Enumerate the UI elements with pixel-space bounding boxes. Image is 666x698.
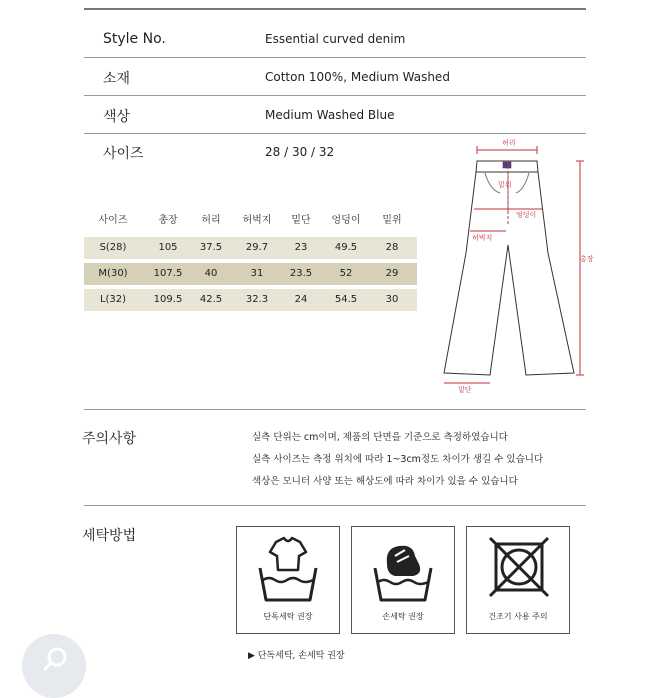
spec-value-style: Essential curved denim <box>265 32 406 46</box>
length-label: 총장 <box>580 255 594 263</box>
size-row-l <box>84 289 417 311</box>
spec-label-size: 사이즈 <box>103 146 144 162</box>
hip-label: 엉덩이 <box>516 211 537 219</box>
size-cell: 29 <box>385 268 399 279</box>
size-cell: 49.5 <box>334 242 358 253</box>
size-header: 허벅지 <box>242 215 272 226</box>
size-cell: 32.3 <box>245 294 269 305</box>
size-cell: 30 <box>385 294 399 305</box>
rise-label: 밑위 <box>498 181 512 189</box>
size-header: 허리 <box>201 215 221 226</box>
care-label: 건조기 사용 주의 <box>488 612 548 621</box>
size-cell: 52 <box>339 268 353 279</box>
size-header: 사이즈 <box>98 215 128 226</box>
size-cell: 23 <box>294 242 308 253</box>
machine-wash-icon <box>254 534 322 602</box>
spec-value-size: 28 / 30 / 32 <box>265 145 335 159</box>
pants-label-tag <box>503 162 511 168</box>
search-icon <box>42 646 70 674</box>
caution-line: 실측 단위는 cm이며, 제품의 단면을 기준으로 측정하였습니다 <box>252 432 508 443</box>
spec-divider <box>84 57 586 58</box>
size-cell: M(30) <box>98 268 128 279</box>
spec-value-color: Medium Washed Blue <box>265 108 395 122</box>
pants-measurement-diagram <box>430 135 600 395</box>
size-row-s <box>84 237 417 259</box>
hand-wash-icon <box>369 534 437 602</box>
top-divider <box>84 8 586 10</box>
size-cell: 37.5 <box>199 242 223 253</box>
size-cell: S(28) <box>99 242 127 253</box>
size-cell: 54.5 <box>334 294 358 305</box>
size-header: 밑단 <box>291 215 311 226</box>
size-cell: L(32) <box>99 294 127 305</box>
spec-divider <box>84 95 586 96</box>
pants-outline <box>444 172 574 375</box>
size-cell: 107.5 <box>153 268 183 279</box>
washing-note: ▶ 단독세탁, 손세탁 권장 <box>248 651 345 661</box>
care-label: 손세탁 권장 <box>382 612 424 621</box>
spec-divider <box>84 133 586 134</box>
size-cell: 23.5 <box>289 268 313 279</box>
size-cell: 31 <box>250 268 264 279</box>
spec-label-style: Style No. <box>103 31 166 47</box>
no-tumble-dry-icon <box>488 536 550 598</box>
size-header: 엉덩이 <box>331 215 361 226</box>
care-label: 단독세탁 권장 <box>263 612 313 621</box>
size-cell: 40 <box>204 268 218 279</box>
size-cell: 42.5 <box>199 294 223 305</box>
caution-title: 주의사항 <box>82 431 137 447</box>
waist-label: 허리 <box>502 139 516 147</box>
section-divider <box>84 409 586 410</box>
zoom-button[interactable] <box>22 634 86 698</box>
spec-value-material: Cotton 100%, Medium Washed <box>265 70 450 84</box>
size-header: 밑위 <box>382 215 402 226</box>
size-cell: 29.7 <box>245 242 269 253</box>
hem-label: 밑단 <box>458 386 472 394</box>
size-cell: 105 <box>158 242 178 253</box>
spec-label-material: 소재 <box>103 71 131 87</box>
section-divider <box>84 505 586 506</box>
size-cell: 109.5 <box>153 294 183 305</box>
washing-title: 세탁방법 <box>82 528 137 544</box>
thigh-label: 허벅지 <box>472 234 493 242</box>
caution-line: 색상은 모니터 사양 또는 해상도에 따라 차이가 있을 수 있습니다 <box>252 476 518 487</box>
size-cell: 24 <box>294 294 308 305</box>
size-row-m <box>84 263 417 285</box>
size-header: 총장 <box>158 215 178 226</box>
spec-label-color: 색상 <box>103 109 131 125</box>
caution-line: 실측 사이즈는 측정 위치에 따라 1~3cm정도 차이가 생길 수 있습니다 <box>252 454 544 465</box>
size-cell: 28 <box>385 242 399 253</box>
